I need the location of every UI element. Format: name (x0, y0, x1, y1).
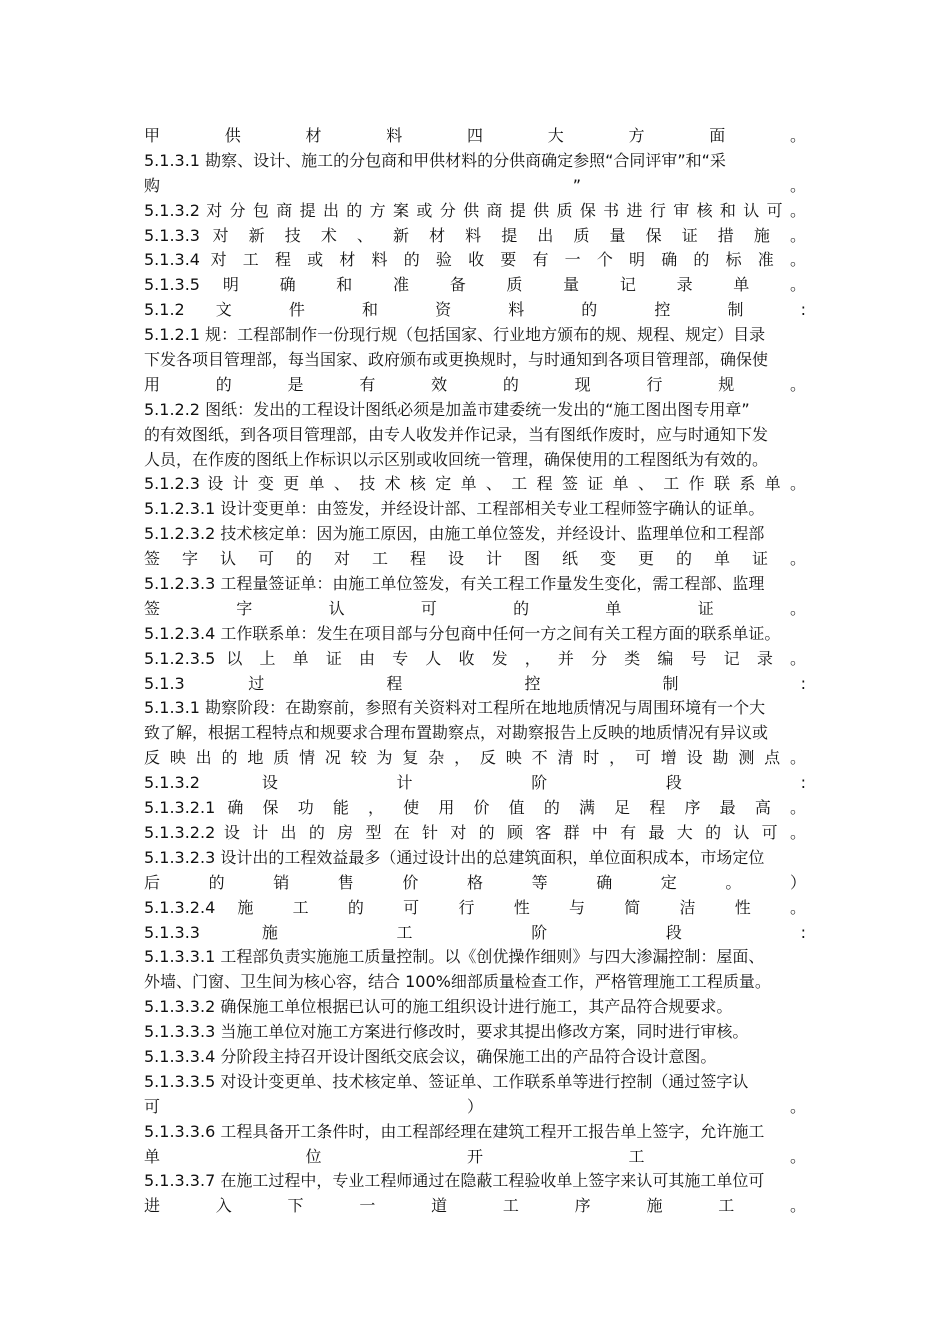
text-line: 5.1.3.2.2 设 计 出 的 房 型 在 针 对 的 顾 客 群 中 有 最 大 的 认 可 。 (144, 822, 806, 842)
text-line: 5.1.3.1 勘察、设计、施工的分包商和甲供材料的分供商确定参照“合同评审”和“采 (144, 150, 726, 170)
text-line: 5.1.2.3.1 设计变更单：由签发，并经设计部、工程部相关专业工程师签字确认的证单。 (144, 499, 765, 519)
text-line: 5.1.3.4 对 工 程 或 材 料 的 验 收 要 有 一 个 明 确 的 标 准 。 (144, 250, 806, 270)
text-line: 5.1.2.3.4 工作联系单：发生在项目部与分包商中任何一方之间有关工程方面的联系单证。 (144, 623, 781, 643)
text-line: 5.1.2 文 件 和 资 料 的 控 制 : (144, 300, 806, 320)
document-body (144, 124, 806, 1219)
text-line: 后 的 销 售 价 格 等 确 定 。 ） (144, 872, 806, 892)
text-line: 人员，在作废的图纸上作标识以示区别或收回统一管理，确保使用的工程图纸为有效的。 (144, 449, 769, 469)
text-line: 致了解，根据工程特点和规要求合理布置勘察点，对勘察报告上反映的地质情况有异议或 (144, 723, 769, 743)
text-line: 下发各项目管理部，每当国家、政府颁布或更换规时，与时通知到各项目管理部，确保使 (144, 350, 769, 370)
text-line: 可 ） 。 (144, 1096, 806, 1116)
text-line: 用 的 是 有 效 的 现 行 规 。 (144, 374, 806, 394)
text-line: 进 入 下 一 道 工 序 施 工 。 (144, 1196, 806, 1216)
text-line: 5.1.3.2 对 分 包 商 提 出 的 方 案 或 分 供 商 提 供 质 保 书 进 行 审 核 和 认 可 。 (144, 200, 806, 220)
text-line: 5.1.3.3.6 工程具备开工条件时，由工程部经理在建筑工程开工报告单上签字，允许施工 (144, 1121, 765, 1141)
text-line: 5.1.3.5 明 确 和 准 备 质 量 记 录 单 。 (144, 275, 806, 295)
text-line: 5.1.3.3.7 在施工过程中，专业工程师通过在隐蔽工程验收单上签字来认可其施工单位可 (144, 1171, 765, 1191)
text-line: 5.1.3.3.1 工程部负责实施施工质量控制。以《创优操作细则》与四大渗漏控制：屋面、 (144, 947, 765, 967)
text-line: 5.1.3.2 设 计 阶 段 : (144, 773, 806, 793)
text-line: 5.1.3.3 对 新 技 术 、 新 材 料 提 出 质 量 保 证 措 施 。 (144, 225, 806, 245)
text-line: 购 ” 。 (144, 175, 806, 195)
text-line: 签 字 认 可 的 对 工 程 设 计 图 纸 变 更 的 单 证 。 (144, 549, 806, 569)
text-line: 5.1.3.1 勘察阶段：在勘察前，参照有关资料对工程所在地地质情况与周围环境有一个大 (144, 698, 766, 718)
text-line: 5.1.3.2.1 确 保 功 能 ， 使 用 价 值 的 满 足 程 序 最 高 。 (144, 798, 806, 818)
text-line: 5.1.2.1 规：工程部制作一份现行规（包括国家、行业地方颁布的规、规程、规定）目录 (144, 325, 766, 345)
text-line: 5.1.3 过 程 控 制 : (144, 673, 806, 693)
text-line: 的有效图纸，到各项目管理部，由专人收发并作记录，当有图纸作废时，应与时通知下发 (144, 424, 769, 444)
text-line: 5.1.3.2.3 设计出的工程效益最多（通过设计出的总建筑面积，单位面积成本，市场定位 (144, 847, 765, 867)
text-line: 5.1.3.2.4 施 工 的 可 行 性 与 简 洁 性 。 (144, 897, 806, 917)
text-line: 签 字 认 可 的 单 证 。 (144, 598, 806, 618)
text-line: 5.1.2.2 图纸：发出的工程设计图纸必须是加盖市建委统一发出的“施工图出图专用章” (144, 399, 750, 419)
text-line: 5.1.3.3.3 当施工单位对施工方案进行修改时，要求其提出修改方案，同时进行审核。 (144, 1022, 749, 1042)
text-line: 5.1.3.3.2 确保施工单位根据已认可的施工组织设计进行施工，其产品符合规要求。 (144, 997, 733, 1017)
text-line: 反 映 出 的 地 质 情 况 较 为 复 杂 ， 反 映 不 清 时 ， 可 增 设 勘 测 点 。 (144, 748, 806, 768)
text-line: 5.1.3.3.4 分阶段主持召开设计图纸交底会议，确保施工出的产品符合设计意图。 (144, 1046, 717, 1066)
text-line: 单 位 开 工 。 (144, 1146, 806, 1166)
text-line: 5.1.3.3 施 工 阶 段 : (144, 922, 806, 942)
text-line: 5.1.2.3.3 工程量签证单：由施工单位签发，有关工程工作量发生变化，需工程部、监理 (144, 574, 765, 594)
text-line: 5.1.2.3.5 以 上 单 证 由 专 人 收 发 ， 并 分 类 编 号 记 录 。 (144, 648, 806, 668)
text-line: 外墙、门窗、卫生间为核心容，结合 100%细部质量检查工作，严格管理施工工程质量。 (144, 972, 771, 992)
text-line: 5.1.2.3 设 计 变 更 单 、 技 术 核 定 单 、 工 程 签 证 单 、 工 作 联 系 单 。 (144, 474, 806, 494)
text-line: 5.1.3.3.5 对设计变更单、技术核定单、签证单、工作联系单等进行控制（通过签字认 (144, 1071, 749, 1091)
text-line: 甲 供 材 料 四 大 方 面 。 (144, 126, 806, 145)
text-line: 5.1.2.3.2 技术核定单：因为施工原因，由施工单位签发，并经设计、监理单位和工程部 (144, 524, 765, 544)
